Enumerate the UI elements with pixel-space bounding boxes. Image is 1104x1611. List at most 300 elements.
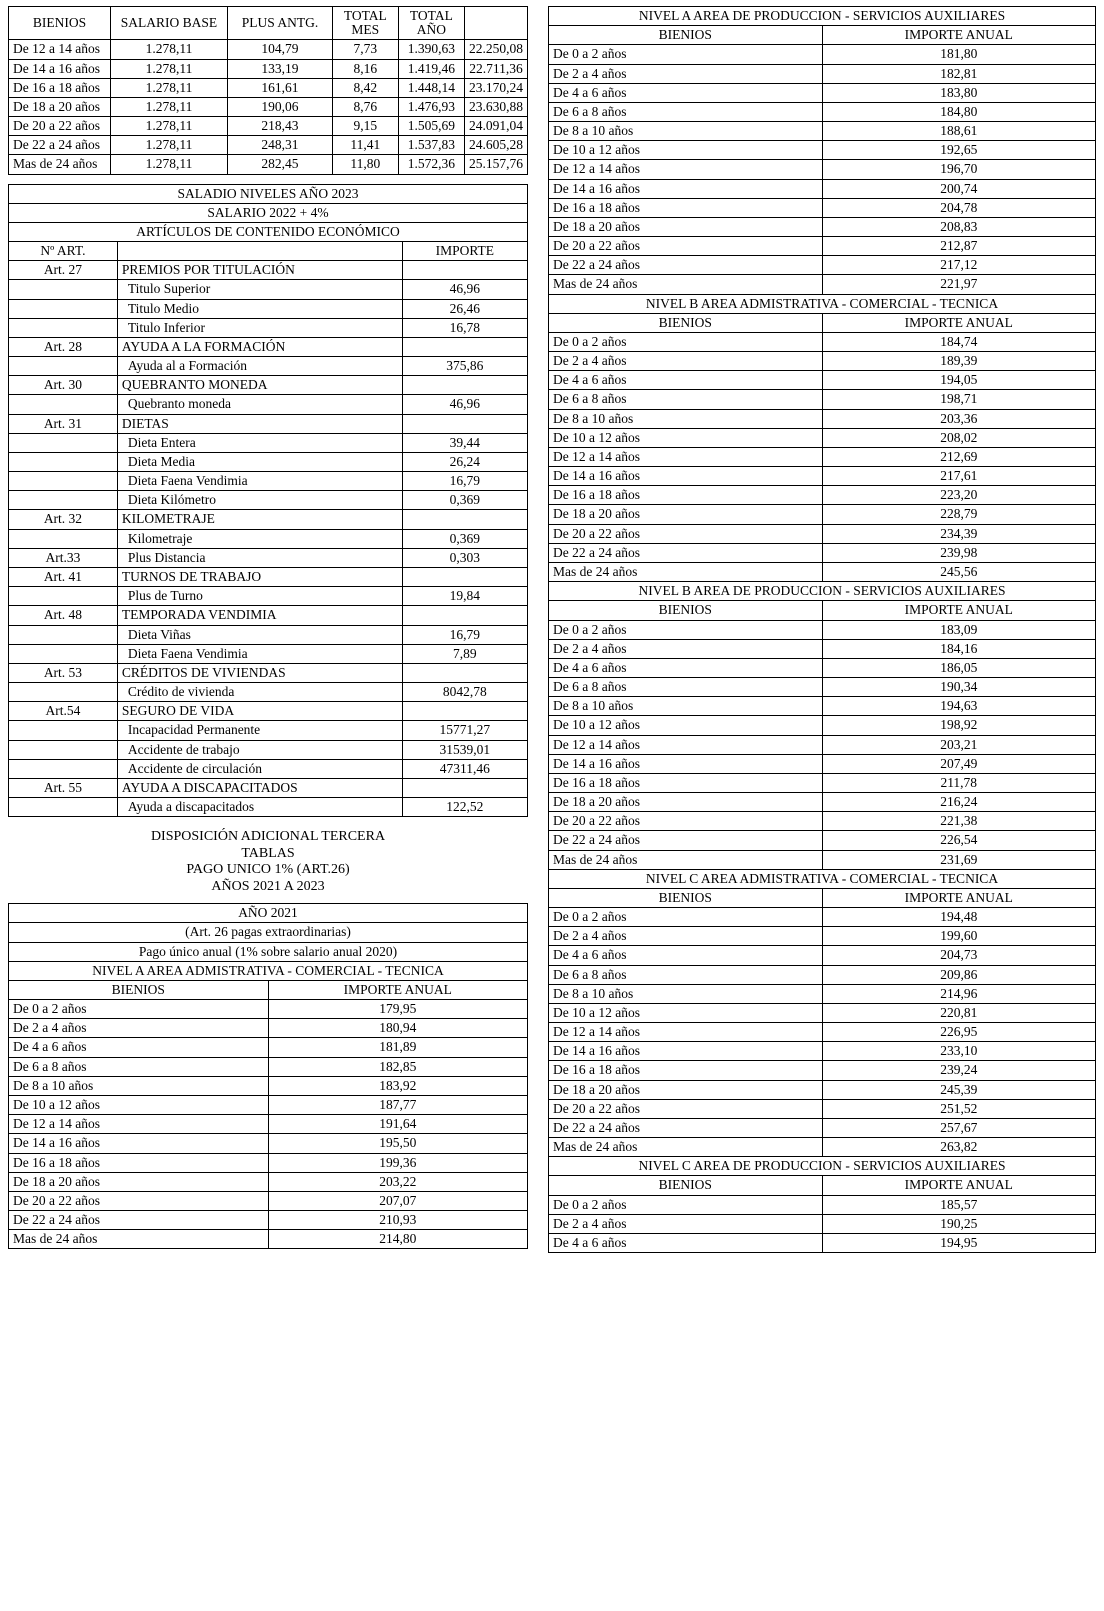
articulo-cell: Art. 41 [9,567,118,586]
importe-cell: 179,95 [268,1000,528,1019]
importe-cell: 231,69 [822,850,1096,869]
importe-cell: 16,79 [402,625,527,644]
bienio-cell: De 22 a 24 años [9,136,111,155]
bienio-cell: De 8 a 10 años [549,697,823,716]
disposicion-line-3: PAGO UNICO 1% (ART.26) [186,862,350,878]
column-header: SALARIO BASE [110,7,227,40]
table-row [9,548,528,567]
bienio-cell: De 16 a 18 años [549,1061,823,1080]
table-row [9,1211,528,1230]
bienio-cell: De 6 a 8 años [549,678,823,697]
concepto-cell: Dieta Kilómetro [117,491,402,510]
table-row [9,1230,528,1249]
table-row [549,697,1096,716]
bienio-cell: De 10 a 12 años [9,1096,269,1115]
importe-cell: 31539,01 [402,740,527,759]
bienio-cell: De 10 a 12 años [549,141,823,160]
concepto-cell: DIETAS [117,414,402,433]
disposicion-adicional-block [8,829,528,895]
table-row [549,908,1096,927]
value-cell: 24.605,28 [465,136,528,155]
importe-cell [402,261,527,280]
nivel-title-nivel-a-produccion: NIVEL A AREA DE PRODUCCION - SERVICIOS AUXILIARES [549,7,1096,26]
table-row [9,155,528,174]
importe-cell: 217,61 [822,467,1096,486]
concepto-cell: Quebranto moneda [117,395,402,414]
importe-cell: 203,21 [822,735,1096,754]
importe-cell: 208,83 [822,217,1096,236]
bienio-cell: De 0 a 2 años [549,620,823,639]
bienio-cell: De 14 a 16 años [549,467,823,486]
value-cell: 1.278,11 [110,40,227,59]
importe-cell: 194,05 [822,371,1096,390]
concepto-cell: Titulo Medio [117,299,402,318]
table-row [549,1138,1096,1157]
articulo-cell: Art. 27 [9,261,118,280]
bienio-cell: De 18 a 20 años [9,97,111,116]
bienio-cell: De 4 a 6 años [549,371,823,390]
table-row [9,1134,528,1153]
table-row [549,927,1096,946]
table-title-row [549,1157,1096,1176]
table-row [9,414,528,433]
table-row [549,543,1096,562]
importe-cell: 184,80 [822,102,1096,121]
bienio-cell: De 14 a 16 años [549,1042,823,1061]
articulo-cell [9,433,118,452]
table-row [549,256,1096,275]
bienio-cell: De 18 a 20 años [549,217,823,236]
articulo-cell [9,472,118,491]
concepto-cell: Dieta Entera [117,433,402,452]
value-cell: 8,76 [332,97,398,116]
table-row [9,1019,528,1038]
importe-cell: 245,56 [822,562,1096,581]
articulos-title-3: ARTÍCULOS DE CONTENIDO ECONÓMICO [9,222,528,241]
column-header-importe: IMPORTE ANUAL [822,313,1096,332]
importe-cell: 8042,78 [402,683,527,702]
bienio-cell: De 18 a 20 años [9,1172,269,1191]
table-row [549,275,1096,294]
table-row [549,332,1096,351]
importe-cell: 203,22 [268,1172,528,1191]
column-header-concepto [117,242,402,261]
articulo-cell [9,625,118,644]
table-row [9,452,528,471]
articulos-title-1: SALADIO NIVELES AÑO 2023 [9,184,528,203]
bienio-cell: De 4 a 6 años [549,1234,823,1253]
value-cell: 8,42 [332,78,398,97]
bienio-cell: De 16 a 18 años [549,773,823,792]
table-row [549,237,1096,256]
bienio-cell: De 2 a 4 años [9,1019,269,1038]
importe-cell: 198,92 [822,716,1096,735]
table-row [9,261,528,280]
concepto-cell: QUEBRANTO MONEDA [117,376,402,395]
table-title-row [9,222,528,241]
table-header-row [9,7,528,40]
anio-2021-table [8,903,528,1249]
table-row [9,395,528,414]
table-row [9,97,528,116]
table-row [549,1234,1096,1253]
concepto-cell: Titulo Superior [117,280,402,299]
table-row [549,160,1096,179]
bienio-cell: De 22 a 24 años [9,1211,269,1230]
bienio-cell: De 8 a 10 años [549,984,823,1003]
concepto-cell: AYUDA A LA FORMACIÓN [117,337,402,356]
table-row [9,1096,528,1115]
importe-cell: 214,96 [822,984,1096,1003]
importe-cell: 196,70 [822,160,1096,179]
column-header-art: Nº ART. [9,242,118,261]
importe-cell: 7,89 [402,644,527,663]
importe-cell: 186,05 [822,658,1096,677]
importe-cell: 211,78 [822,773,1096,792]
table-row [549,1023,1096,1042]
bienio-cell: De 12 a 14 años [9,40,111,59]
importe-cell [402,702,527,721]
column-header-importe: IMPORTE ANUAL [822,888,1096,907]
table-row [549,831,1096,850]
bienio-cell: De 6 a 8 años [549,390,823,409]
importe-cell: 184,16 [822,639,1096,658]
bienio-cell: De 14 a 16 años [9,1134,269,1153]
concepto-cell: Dieta Faena Vendimia [117,644,402,663]
bienio-cell: De 8 a 10 años [549,409,823,428]
bienio-cell: Mas de 24 años [549,275,823,294]
concepto-cell: Ayuda a discapacitados [117,798,402,817]
articulo-cell [9,529,118,548]
importe-cell: 251,52 [822,1099,1096,1118]
value-cell: 25.157,76 [465,155,528,174]
table-row [9,280,528,299]
importe-cell [402,778,527,797]
importe-cell: 221,97 [822,275,1096,294]
bienio-cell: De 14 a 16 años [549,179,823,198]
importe-cell: 216,24 [822,793,1096,812]
concepto-cell: TEMPORADA VENDIMIA [117,606,402,625]
importe-cell: 46,96 [402,395,527,414]
antiguedad-table [8,6,528,175]
table-row [549,984,1096,1003]
bienio-cell: De 20 a 22 años [549,812,823,831]
importe-cell [402,606,527,625]
importe-cell: 207,07 [268,1191,528,1210]
importe-cell: 189,39 [822,352,1096,371]
bienio-cell: De 0 a 2 años [549,1195,823,1214]
table-row [549,1061,1096,1080]
importe-cell: 199,60 [822,927,1096,946]
articulo-cell [9,587,118,606]
table-row [549,754,1096,773]
bienio-cell: De 0 a 2 años [9,1000,269,1019]
table-row [9,357,528,376]
bienio-cell: De 6 a 8 años [549,102,823,121]
table-row [9,702,528,721]
importe-cell [402,663,527,682]
bienio-cell: De 4 a 6 años [9,1038,269,1057]
value-cell: 218,43 [228,117,333,136]
column-header [465,7,528,40]
anio-2021-title: AÑO 2021 [9,904,528,923]
bienio-cell: De 12 a 14 años [9,1115,269,1134]
column-header-bienios: BIENIOS [549,313,823,332]
articulo-cell: Art. 48 [9,606,118,625]
table-row [9,299,528,318]
bienio-cell: De 14 a 16 años [9,59,111,78]
importe-cell: 214,80 [268,1230,528,1249]
table-title-row [9,923,528,942]
bienio-cell: De 14 a 16 años [549,754,823,773]
articulo-cell [9,318,118,337]
table-row [9,318,528,337]
importe-cell [402,376,527,395]
bienio-cell: De 12 a 14 años [549,160,823,179]
importe-cell: 239,98 [822,543,1096,562]
column-header: TOTAL MES [332,7,398,40]
articulo-cell: Art. 32 [9,510,118,529]
bienio-cell: De 20 a 22 años [549,1099,823,1118]
concepto-cell: Kilometraje [117,529,402,548]
table-row [549,735,1096,754]
table-row [549,198,1096,217]
table-row [549,1118,1096,1137]
column-header-importe: IMPORTE ANUAL [822,1176,1096,1195]
importe-cell [402,510,527,529]
bienio-cell: De 16 a 18 años [9,78,111,97]
importe-cell: 199,36 [268,1153,528,1172]
table-header-row [549,313,1096,332]
disposicion-line-4: AÑOS 2021 A 2023 [211,878,325,894]
importe-cell: 192,65 [822,141,1096,160]
table-row [9,759,528,778]
importe-cell [402,337,527,356]
importe-cell: 207,49 [822,754,1096,773]
value-cell: 9,15 [332,117,398,136]
table-row [549,812,1096,831]
bienio-cell: De 16 a 18 años [549,486,823,505]
bienio-cell: De 10 a 12 años [549,716,823,735]
table-title-row [549,869,1096,888]
anio-2021-sub-2: Pago único anual (1% sobre salario anual 2020) [9,942,528,961]
articulo-cell: Art. 31 [9,414,118,433]
concepto-cell: Ayuda al a Formación [117,357,402,376]
bienio-cell: De 2 a 4 años [549,1214,823,1233]
importe-cell: 239,24 [822,1061,1096,1080]
table-row [549,773,1096,792]
concepto-cell: Plus de Turno [117,587,402,606]
articulo-cell [9,759,118,778]
table-header-row [549,26,1096,45]
concepto-cell: Dieta Viñas [117,625,402,644]
importe-cell: 187,77 [268,1096,528,1115]
concepto-cell: PREMIOS POR TITULACIÓN [117,261,402,280]
concepto-cell: Incapacidad Permanente [117,721,402,740]
articulo-cell: Art. 55 [9,778,118,797]
table-row [549,64,1096,83]
importe-cell: 220,81 [822,1003,1096,1022]
disposicion-line-1: DISPOSICIÓN ADICIONAL TERCERA [150,829,386,845]
value-cell: 161,61 [228,78,333,97]
bienio-cell: De 12 a 14 años [549,1023,823,1042]
bienio-cell: De 22 a 24 años [549,543,823,562]
table-row [549,1195,1096,1214]
bienio-cell: De 2 a 4 años [549,352,823,371]
table-row [549,45,1096,64]
importe-cell: 184,74 [822,332,1096,351]
importe-cell [402,414,527,433]
importe-cell: 16,78 [402,318,527,337]
table-row [549,371,1096,390]
table-row [9,644,528,663]
table-row [9,1172,528,1191]
table-row [9,337,528,356]
importe-cell: 182,81 [822,64,1096,83]
bienio-cell: De 18 a 20 años [549,1080,823,1099]
table-row [9,136,528,155]
table-row [549,1080,1096,1099]
bienio-cell: De 8 a 10 años [9,1076,269,1095]
importe-cell: 26,46 [402,299,527,318]
value-cell: 1.419,46 [398,59,464,78]
table-row [9,798,528,817]
articulo-cell [9,452,118,471]
importe-cell: 19,84 [402,587,527,606]
column-header-bienios: BIENIOS [9,980,269,999]
articulo-cell [9,491,118,510]
anio-2021-sub-1: (Art. 26 pagas extraordinarias) [9,923,528,942]
nivel-title-nivel-c-produccion: NIVEL C AREA DE PRODUCCION - SERVICIOS AUXILIARES [549,1157,1096,1176]
importe-cell: 212,87 [822,237,1096,256]
table-row [549,946,1096,965]
table-row [9,606,528,625]
column-header-importe: IMPORTE ANUAL [822,601,1096,620]
bienio-cell: Mas de 24 años [549,850,823,869]
articulo-cell: Art.33 [9,548,118,567]
bienio-cell: De 2 a 4 años [549,927,823,946]
concepto-cell: Dieta Media [117,452,402,471]
concepto-cell: Crédito de vivienda [117,683,402,702]
bienio-cell: De 0 a 2 años [549,908,823,927]
importe-cell: 190,34 [822,678,1096,697]
table-title-row [9,904,528,923]
concepto-cell: TURNOS DE TRABAJO [117,567,402,586]
table-title-row [9,203,528,222]
importe-cell: 228,79 [822,505,1096,524]
column-header-importe: IMPORTE [402,242,527,261]
importe-cell: 194,63 [822,697,1096,716]
value-cell: 1.278,11 [110,155,227,174]
articulo-cell [9,299,118,318]
table-title-row [549,294,1096,313]
antiguedad-table-body [9,7,528,175]
anio-2021-table-body [9,904,528,1249]
importe-cell: 200,74 [822,179,1096,198]
importe-cell: 203,36 [822,409,1096,428]
importe-cell: 188,61 [822,122,1096,141]
table-row [549,141,1096,160]
left-column [8,6,528,1249]
table-row [549,620,1096,639]
importe-cell: 195,50 [268,1134,528,1153]
bienio-cell: Mas de 24 años [549,562,823,581]
table-row [549,562,1096,581]
table-header-row [549,1176,1096,1195]
importe-cell: 263,82 [822,1138,1096,1157]
articulo-cell: Art. 28 [9,337,118,356]
table-title-row [9,961,528,980]
table-header-row [549,888,1096,907]
table-row [549,122,1096,141]
table-row [549,793,1096,812]
value-cell: 1.476,93 [398,97,464,116]
importe-cell: 180,94 [268,1019,528,1038]
bienio-cell: De 16 a 18 años [9,1153,269,1172]
right-column [548,6,1096,1253]
articulos-table [8,184,528,818]
table-row [9,721,528,740]
importe-cell: 0,369 [402,491,527,510]
value-cell: 1.572,36 [398,155,464,174]
bienio-cell: De 6 a 8 años [9,1057,269,1076]
column-header: PLUS ANTG. [228,7,333,40]
value-cell: 1.278,11 [110,78,227,97]
bienio-cell: De 4 a 6 años [549,658,823,677]
table-row [9,59,528,78]
table-row [549,1003,1096,1022]
concepto-cell: Accidente de circulación [117,759,402,778]
value-cell: 248,31 [228,136,333,155]
concepto-cell: CRÉDITOS DE VIVIENDAS [117,663,402,682]
bienio-cell: Mas de 24 años [549,1138,823,1157]
importe-cell: 194,48 [822,908,1096,927]
table-title-row [9,184,528,203]
value-cell: 22.250,08 [465,40,528,59]
value-cell: 1.278,11 [110,59,227,78]
importe-cell: 47311,46 [402,759,527,778]
value-cell: 104,79 [228,40,333,59]
bienio-cell: De 22 a 24 años [549,831,823,850]
table-row [9,1076,528,1095]
column-header-bienios: BIENIOS [549,601,823,620]
value-cell: 1.278,11 [110,136,227,155]
bienio-cell: De 18 a 20 años [549,505,823,524]
articulo-cell [9,280,118,299]
table-row [549,83,1096,102]
table-row [9,376,528,395]
value-cell: 23.170,24 [465,78,528,97]
bienio-cell: De 10 a 12 años [549,428,823,447]
value-cell: 1.390,63 [398,40,464,59]
bienio-cell: De 2 a 4 años [549,639,823,658]
bienio-cell: De 10 a 12 años [549,1003,823,1022]
bienio-cell: De 12 a 14 años [549,447,823,466]
table-row [9,1191,528,1210]
table-row [549,486,1096,505]
concepto-cell: AYUDA A DISCAPACITADOS [117,778,402,797]
table-title-row [549,7,1096,26]
importe-cell: 182,85 [268,1057,528,1076]
table-row [549,447,1096,466]
importe-cell: 15771,27 [402,721,527,740]
table-row [549,1042,1096,1061]
concepto-cell: KILOMETRAJE [117,510,402,529]
importe-cell: 245,39 [822,1080,1096,1099]
importe-cell: 16,79 [402,472,527,491]
concepto-cell: Dieta Faena Vendimia [117,472,402,491]
table-row [549,678,1096,697]
